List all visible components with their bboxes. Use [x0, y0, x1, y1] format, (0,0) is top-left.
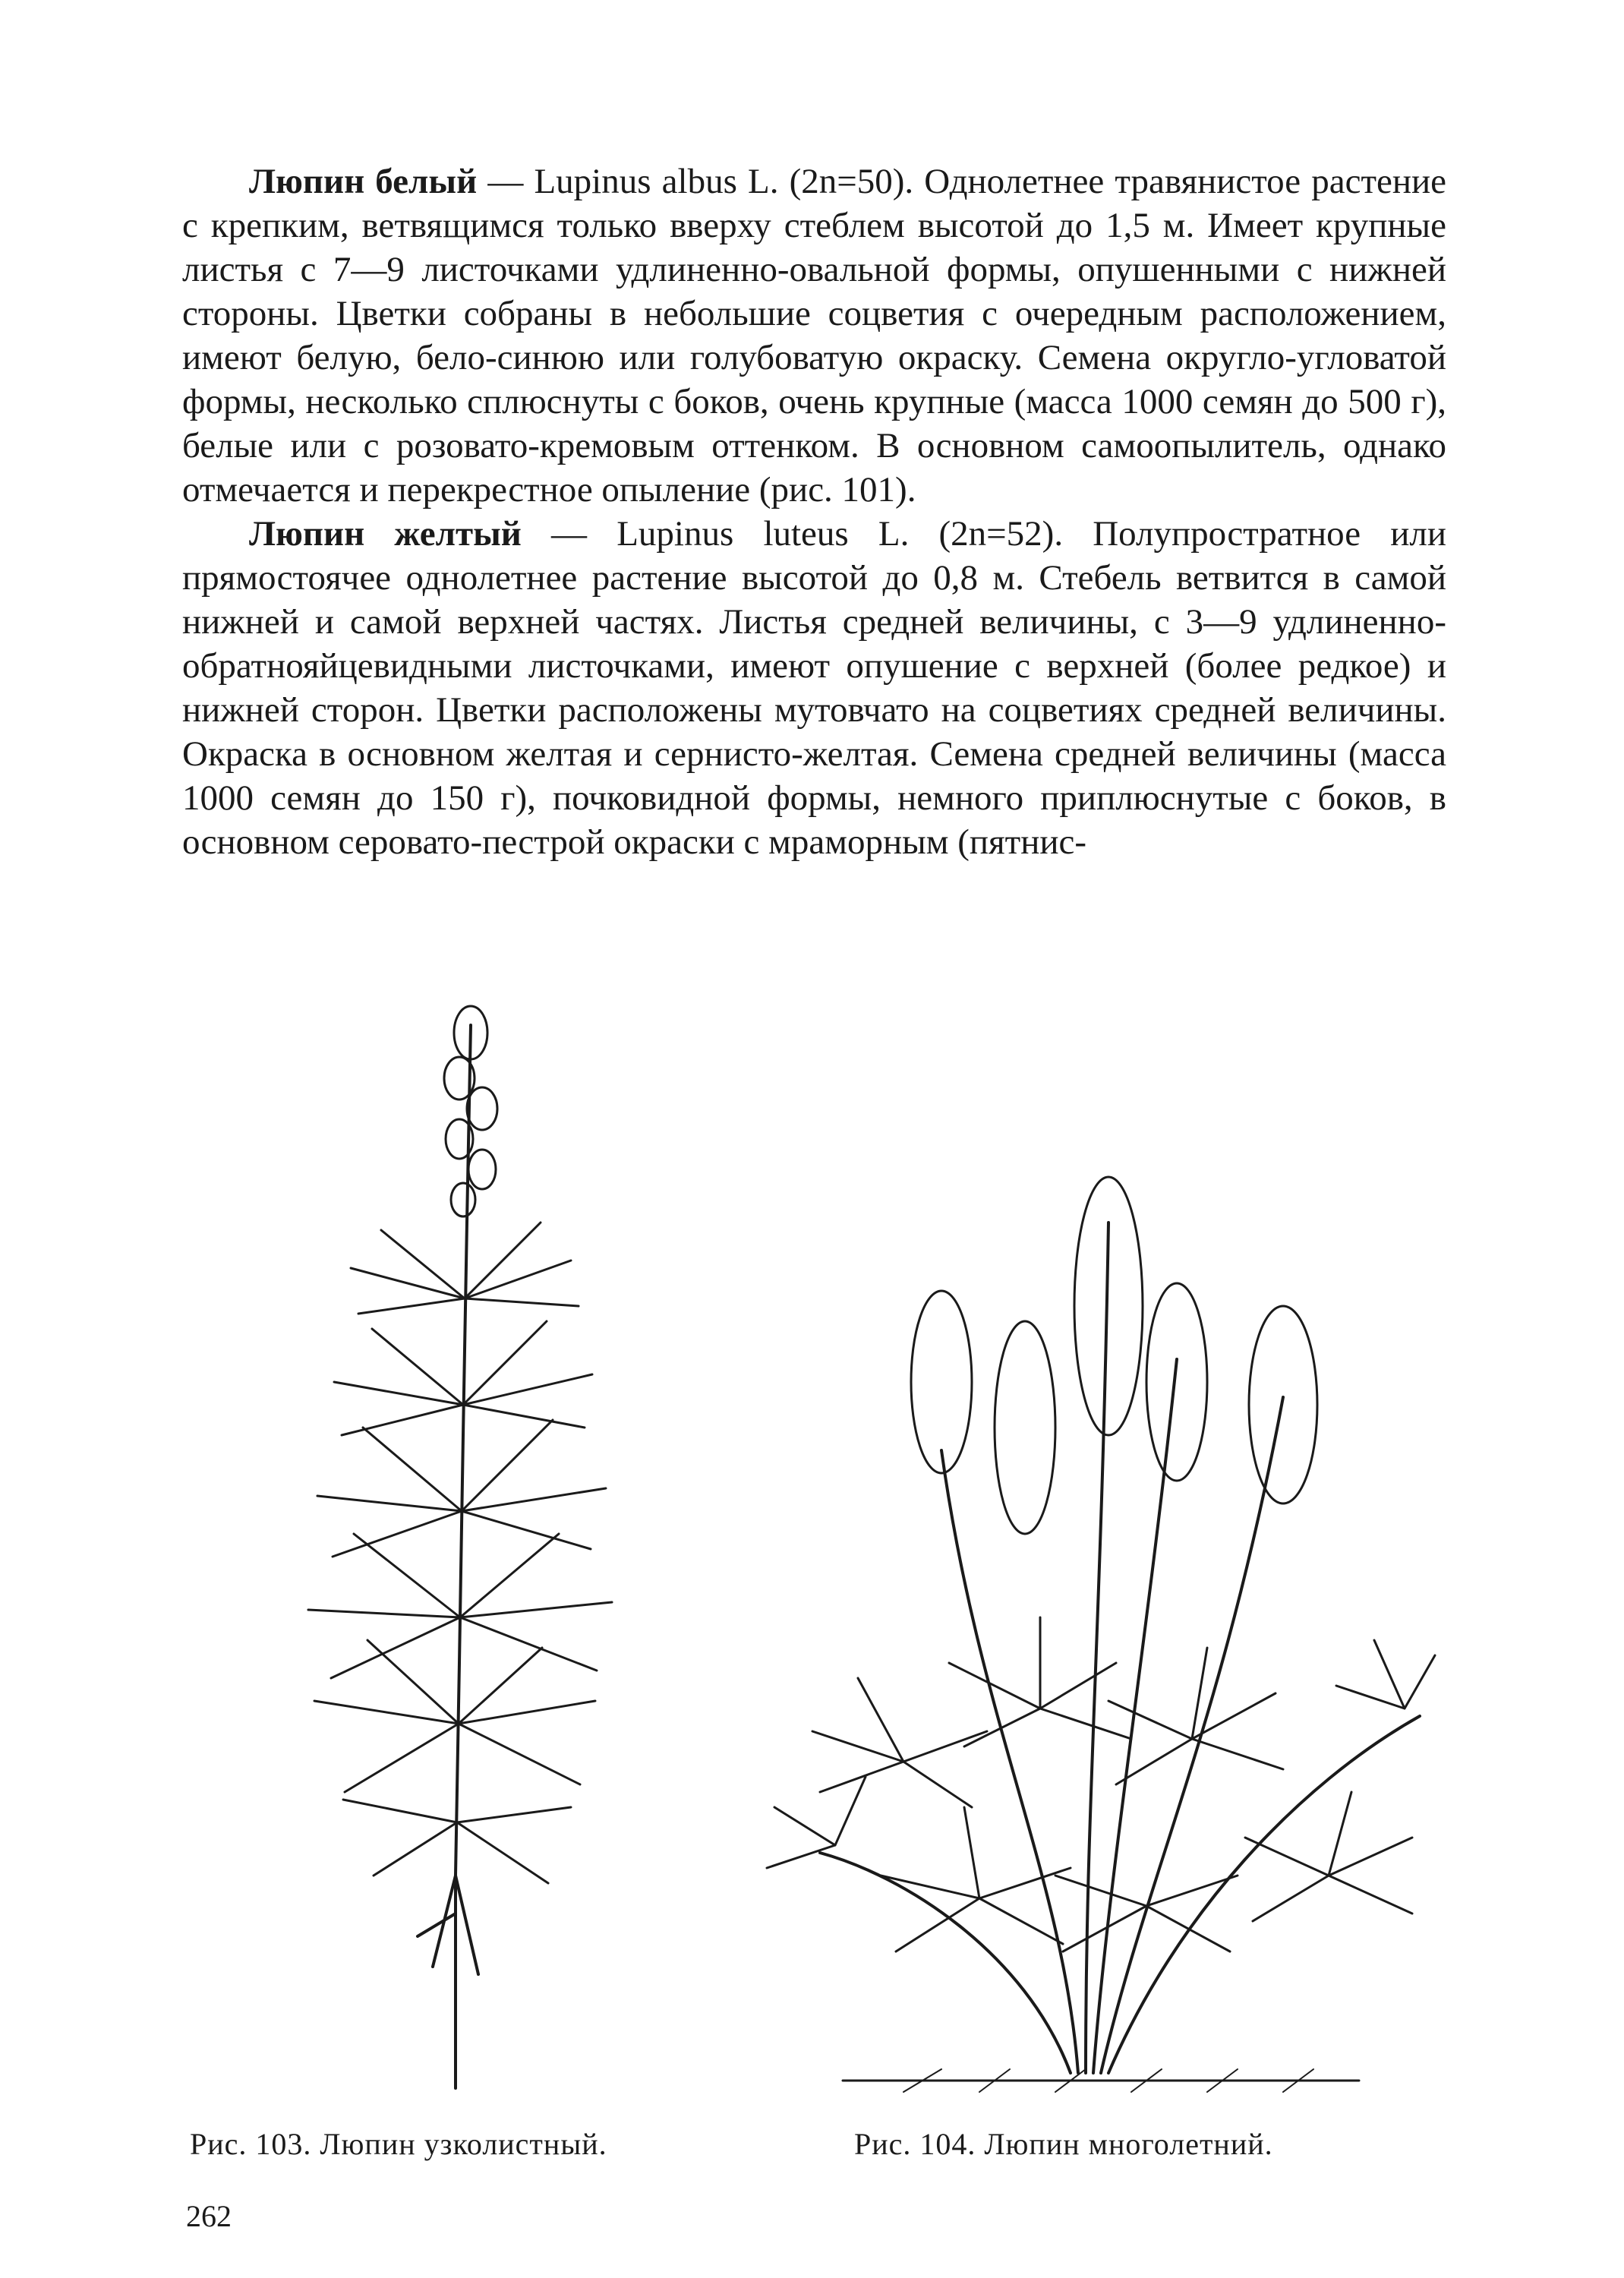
lupin-perennial-drawing	[752, 1116, 1450, 2111]
figure-103-caption: Рис. 103. Люпин узколистный.	[190, 2127, 607, 2161]
body-text	[182, 159, 1446, 864]
latin-name: Lupinus luteus L. (2n=52)	[616, 514, 1055, 554]
latin-name: Lupinus albus L. (2n=50)	[534, 162, 905, 201]
paragraph-text: . Однолетнее травянистое растение с крепким, ветвящимся только вверху стеблем высотой до 1,5 м. Имеет крупные листья с 7—9 листочками удлиненно-овальной формы, опушенными с нижней стороны. Цветки собраны в небольшие соцветия с очередным расположением, имеют белую, бело-синюю или голубоватую окраску. Семена округло-угловатой формы, несколько сплюснуты с боков, очень крупные (масса 1000 семян до 500 г), белые или с розовато-кремовым оттенком. В основном самоопылитель, однако отмечается и перекрестное опыление (рис. 101).	[182, 162, 1447, 510]
term-heading: Люпин белый	[249, 162, 478, 201]
figure-104-illustration	[752, 1116, 1450, 2111]
term-heading: Люпин желтый	[249, 514, 522, 554]
dash: —	[477, 162, 535, 201]
figure-103-illustration	[228, 980, 759, 2103]
lupin-narrowleaf-drawing	[228, 980, 759, 2103]
paragraph-lupinus-luteus	[182, 512, 1446, 864]
page-number: 262	[186, 2199, 232, 2233]
figure-104-caption: Рис. 104. Люпин многолетний.	[854, 2127, 1273, 2161]
dash: —	[521, 514, 617, 554]
paragraph-text: . Полупростратное или прямостоячее однолетнее растение высотой до 0,8 м. Стебель ветвится в самой нижней и самой верхней частях. Листья средней величины, с 3—9 удлиненно-обратнояйцевидными листочками, имеют опушение с верхней (более редкое) и нижней сторон. Цветки расположены мутовчато на соцветиях средней величины. Окраска в основном желтая и сернисто-желтая. Семена средней величины (масса 1000 семян до 150 г), почковидной формы, немного приплюснутые с боков, в основном серовато-пестрой окраски с мраморным (пятнис-	[182, 514, 1446, 862]
paragraph-lupinus-albus	[182, 159, 1446, 512]
